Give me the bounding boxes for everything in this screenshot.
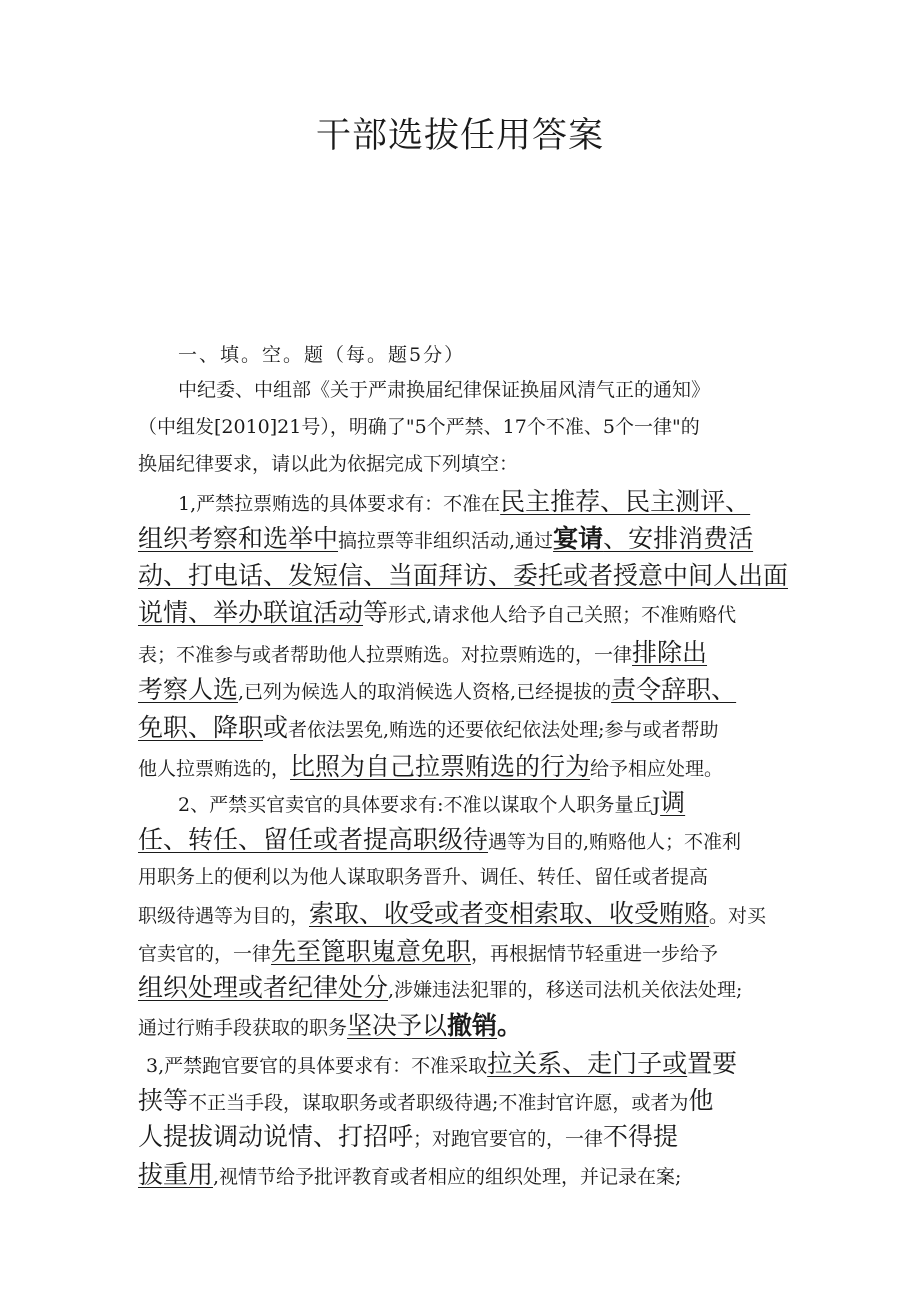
item1-line-2 (138, 524, 753, 556)
text-run: 搞拉票等非组织活动,通过 (338, 530, 554, 552)
text-run: 3,严禁跑官要官的具体要求有：不准采取 (146, 1055, 488, 1077)
answer-blank: 坚决予以 (347, 1011, 448, 1040)
item3-line-1 (146, 1049, 737, 1081)
item3-line-4 (138, 1160, 681, 1192)
text-run: 1,严禁拉票贿选的具体要求有：不准在 (178, 493, 501, 515)
text-run: 官卖官的，一律 (138, 943, 272, 965)
answer-blank: 索取、收受或者变相索取、收受贿赂 (309, 899, 710, 928)
text-run: 不正当手段，谋取职务或者职级待遇;不准封官许愿，或者为 (188, 1092, 689, 1114)
text-run: 等 (363, 598, 389, 627)
text-run: ,涉嫌违法犯罪的，移送司法机关依法处理; (388, 979, 743, 1001)
intro-line-1: 中纪委、中组部《关于严肃换届纪律保证换届风清气正的通知》 (178, 379, 711, 401)
intro-line-3: 换届纪律要求，请以此为依据完成下列填空： (138, 453, 519, 475)
text-run: 用职务上的便利以为他人谋取职务晋升、调任、转任、留任或者提高 (138, 866, 709, 888)
item1-line-8 (138, 752, 723, 784)
answer-blank: 撤销 (447, 1011, 498, 1040)
item1-line-3 (138, 561, 788, 593)
item2-line-7 (138, 1011, 522, 1043)
text-run: 置要 (687, 1049, 738, 1078)
text-run: 通过行贿手段获取的职务 (138, 1017, 348, 1039)
item1-line-5 (138, 638, 707, 670)
answer-blank: 考察人选 (138, 675, 239, 704)
answer-blank: 动、打电话、发短信、当面拜访、委托或者授意中间人出面 (138, 561, 789, 590)
text-run: 者依法罢免,贿选的还要依纪依法处理;参与或者帮助 (288, 719, 719, 741)
text-run: 职级待遇等为目的， (138, 905, 310, 927)
answer-blank: 先至篦职嵬意免职 (271, 937, 472, 966)
item2-line-4 (138, 899, 766, 931)
item2-line-2 (138, 825, 741, 857)
text-run: 或 (263, 713, 289, 742)
answer-blank: 组织考察和选举中 (138, 524, 339, 553)
text-run: ,视情节给予批评教育或者相应的组织处理，并记录在案; (213, 1166, 682, 1188)
item1-line-7 (138, 713, 718, 745)
answer-blank: 责令辞职、 (611, 675, 737, 704)
text-run: 他人拉票贿选的， (138, 758, 291, 780)
answer-blank: 排除出 (632, 638, 708, 667)
answer-blank: 宴请 (553, 524, 604, 553)
text-run: 形式,请求他人给予自己关照；不准贿赂代 (388, 604, 737, 626)
text-run: ；对跑官要官的，一律 (413, 1128, 604, 1150)
answer-blank: 组织处理或者纪律处分 (138, 973, 389, 1002)
intro-line-2: （中组发[2010]21号），明确了"5个严禁、17个不准、5个一律"的 (138, 416, 700, 438)
answer-blank: 、安排消费活 (603, 524, 754, 553)
answer-blank: 说情、举办联谊活动 (138, 598, 364, 627)
item1-line-4 (138, 598, 736, 630)
answer-blank: 比照为自己拉票贿选的行为 (290, 752, 591, 781)
text-run: 。对买 (709, 905, 767, 927)
text-run: 给予相应处理。 (590, 758, 724, 780)
answer-blank: 任、转任、留任或者提高职级待 (138, 825, 489, 854)
section-heading: 一、填。空。题（每。题5分） (178, 344, 466, 366)
text-run: ，再根据情节轻重进一步给予 (471, 943, 719, 965)
text-run: ,已列为候选人的取消候选人资格,已经提拔的 (238, 681, 612, 703)
document-title: 干部选拔任用答案 (315, 116, 604, 156)
text-run: 。 (497, 1011, 523, 1040)
item3-line-2 (138, 1086, 713, 1118)
text-run: 人提拔调动说情、打招呼 (138, 1122, 414, 1151)
answer-blank: 民主推荐、民主测评、 (500, 487, 751, 516)
item2-line-5 (138, 937, 718, 969)
answer-blank: 拉关系、走门子或 (487, 1049, 688, 1078)
text-run: 2、严禁买官卖官的具体要求有:不准以谋取个人职务量丘J (178, 794, 661, 816)
item2-line-3 (138, 862, 708, 892)
text-run: 他 (688, 1086, 714, 1115)
item2-line-6 (138, 973, 742, 1005)
text-run: 表；不准参与或者帮助他人拉票贿选。对拉票贿选的，一律 (138, 644, 633, 666)
text-run: 挟等 (138, 1086, 189, 1115)
text-run: 遇等为目的,贿赂他人；不准利 (488, 831, 742, 853)
item3-line-3 (138, 1122, 678, 1154)
item1-line-6 (138, 675, 736, 707)
answer-blank: 免职、降职 (138, 713, 264, 742)
answer-blank: 调 (660, 788, 686, 817)
item1-line-1 (178, 487, 750, 519)
text-run: 不得提 (603, 1122, 679, 1151)
answer-blank: 拔重用 (138, 1160, 214, 1189)
item2-line-1 (178, 788, 685, 820)
